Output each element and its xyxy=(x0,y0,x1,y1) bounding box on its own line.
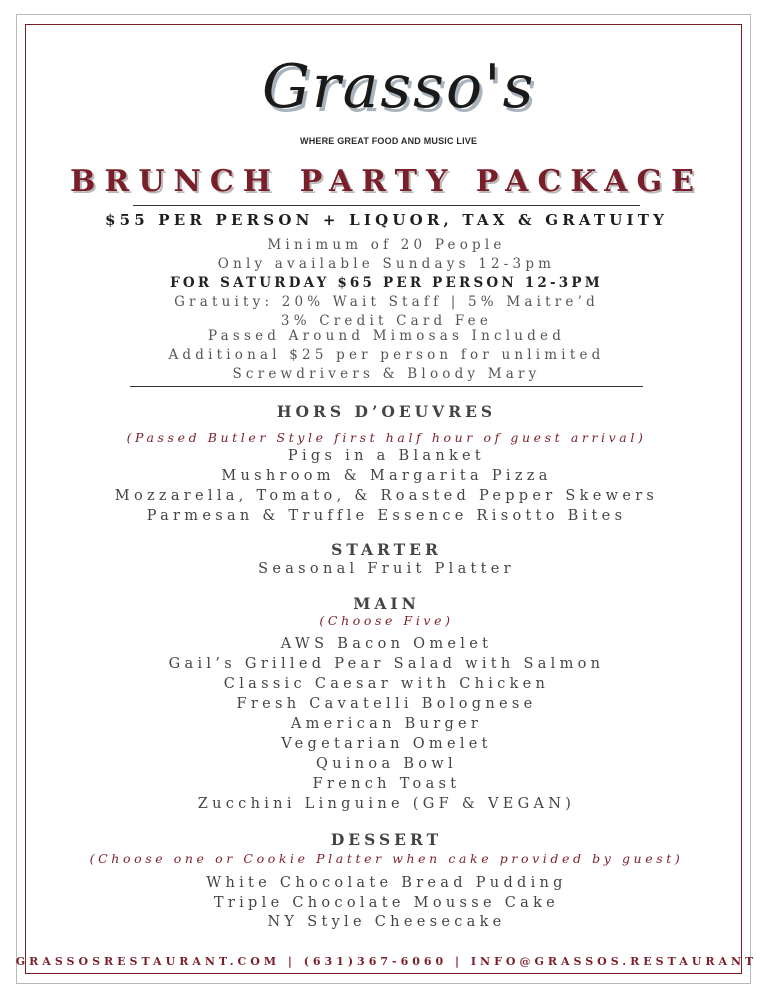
price-line: $55 PER PERSON + LIQUOR, TAX & GRATUITY xyxy=(104,211,669,229)
main-item: American Burger xyxy=(290,716,483,732)
dessert-item: NY Style Cheesecake xyxy=(267,914,506,930)
main-item: Gail’s Grilled Pear Salad with Salmon xyxy=(168,656,605,672)
main-item: French Toast xyxy=(312,776,461,792)
hors-doeuvres-item: Mushroom & Margarita Pizza xyxy=(221,468,552,484)
page-title: BRUNCH PARTY PACKAGE xyxy=(70,164,703,199)
main-heading: MAIN xyxy=(353,594,420,613)
dessert-item: White Chocolate Bread Pudding xyxy=(206,875,567,891)
info-saturday: FOR SATURDAY $65 PER PERSON 12-3PM xyxy=(170,275,603,291)
main-item: Vegetarian Omelet xyxy=(281,736,492,752)
main-item: AWS Bacon Omelet xyxy=(280,636,493,652)
info-divider xyxy=(130,386,643,387)
logo-tagline: WHERE GREAT FOOD AND MUSIC LIVE xyxy=(300,136,478,146)
info-additional: Additional $25 per person for unlimited xyxy=(168,347,605,363)
starter-heading: STARTER xyxy=(331,540,442,559)
logo xyxy=(0,52,773,162)
info-drinks: Screwdrivers & Bloody Mary xyxy=(232,366,541,382)
info-mimosas: Passed Around Mimosas Included xyxy=(207,328,566,344)
main-note: (Choose Five) xyxy=(319,613,454,628)
main-item: Quinoa Bowl xyxy=(316,756,457,772)
hors-doeuvres-note: (Passed Butler Style first half hour of guest arrival) xyxy=(126,430,647,445)
dessert-item: Triple Chocolate Mousse Cake xyxy=(213,895,560,911)
info-minimum: Minimum of 20 People xyxy=(267,237,506,253)
hors-doeuvres-item: Mozzarella, Tomato, & Roasted Pepper Skewers xyxy=(114,488,659,504)
info-availability: Only available Sundays 12-3pm xyxy=(217,256,556,272)
footer-contact: GRASSOSRESTAURANT.COM | (631)367-6060 | INFO@GRASSOS.RESTAURANT xyxy=(15,955,758,968)
info-gratuity: Gratuity: 20% Wait Staff | 5% Maitre’d xyxy=(174,294,599,310)
starter-item: Seasonal Fruit Platter xyxy=(258,561,515,577)
title-divider xyxy=(133,205,640,206)
dessert-heading: DESSERT xyxy=(330,830,443,849)
main-item: Zucchini Linguine (GF & VEGAN) xyxy=(197,796,576,812)
logo-wordmark: Grasso's xyxy=(262,52,536,122)
hors-doeuvres-item: Pigs in a Blanket xyxy=(287,448,486,464)
hors-doeuvres-item: Parmesan & Truffle Essence Risotto Bites xyxy=(146,508,627,524)
info-card-fee: 3% Credit Card Fee xyxy=(280,313,493,329)
main-item: Classic Caesar with Chicken xyxy=(223,676,550,692)
dessert-note: (Choose one or Cookie Platter when cake provided by guest) xyxy=(89,851,684,866)
hors-doeuvres-heading: HORS D’OEUVRES xyxy=(276,402,497,421)
main-item: Fresh Cavatelli Bolognese xyxy=(236,696,537,712)
